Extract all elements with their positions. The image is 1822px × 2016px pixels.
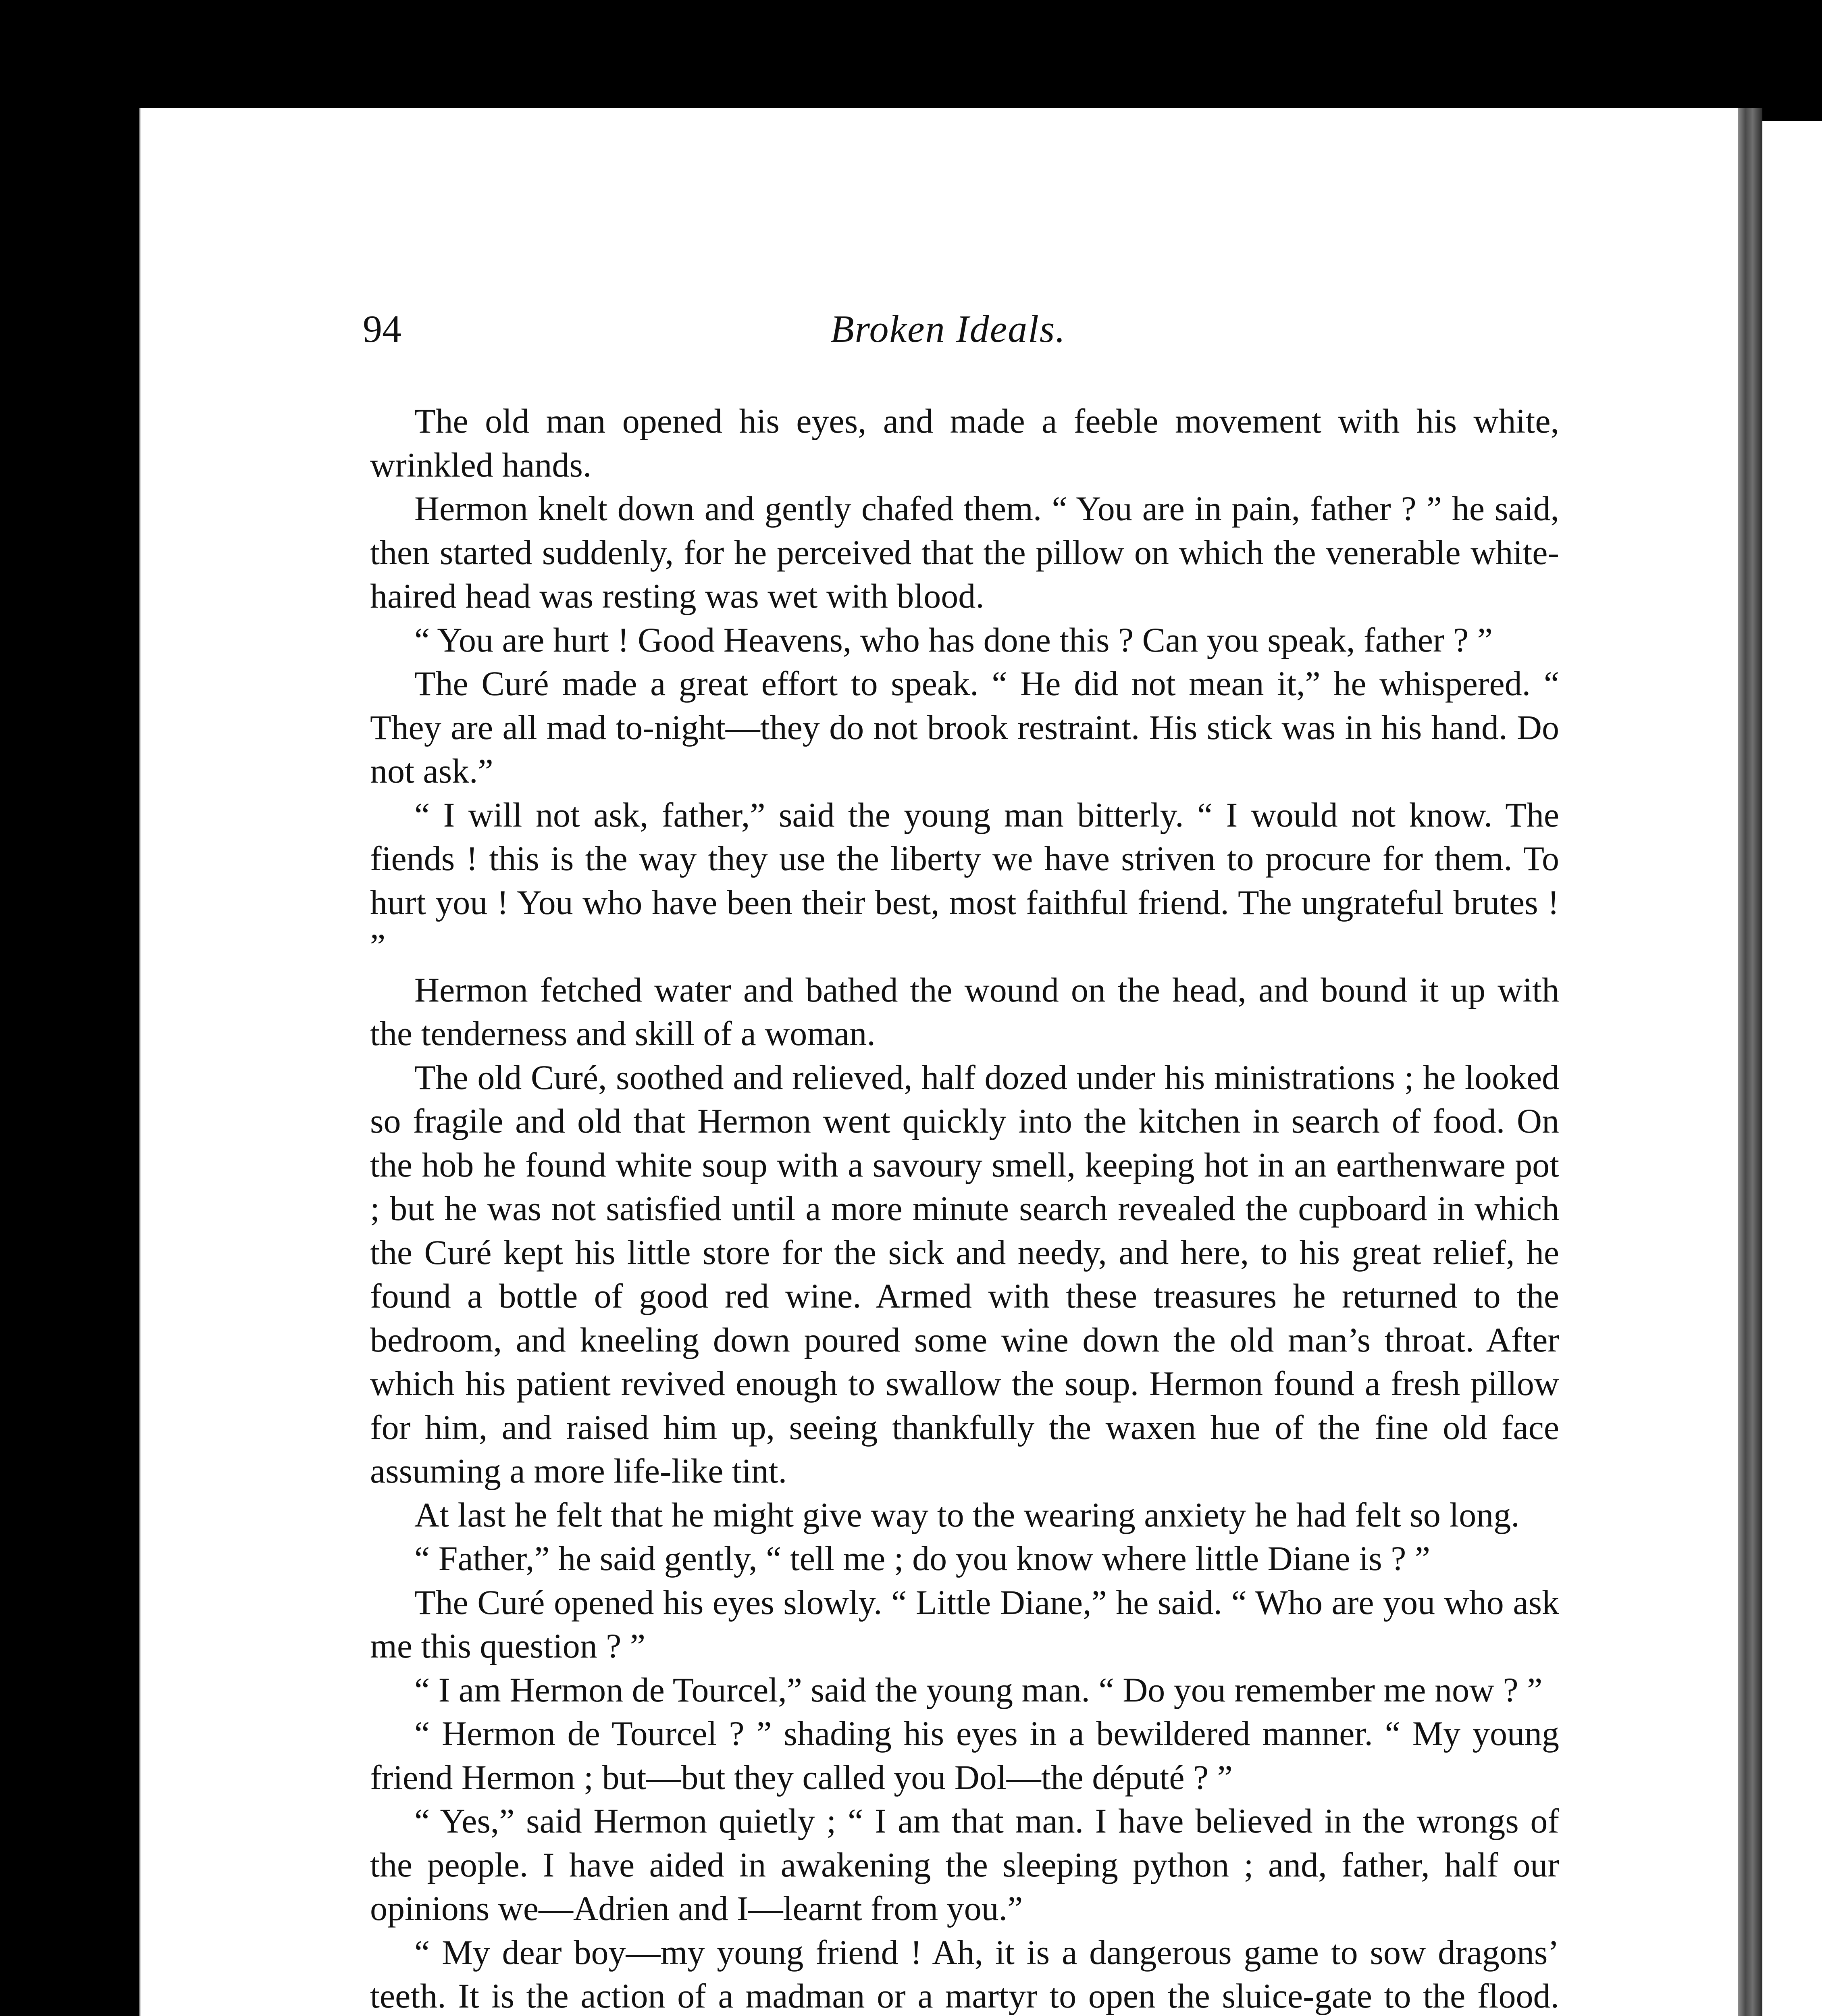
paragraph: At last he felt that he might give way to the wearing anxiety he had felt so long. — [414, 1495, 1520, 1534]
paragraph: “ Hermon de Tourcel ? ” shading his eyes in a bewildered manner. “ My young friend Hermon ; but—but they called you Dol—the député ? ” — [370, 1714, 1559, 1797]
paragraph: The Curé opened his eyes slowly. “ Little Diane,” he said. “ Who are you who ask me this question ? ” — [370, 1583, 1559, 1665]
paragraph: “ Yes,” said Hermon quietly ; “ I am that man. I have believed in the wrongs of the people. I have aided in awakening the sleeping python ; and, father, half our opinions we—Adrien and I—learnt from you.” — [370, 1801, 1559, 1928]
running-title: Broken Ideals. — [830, 307, 1066, 350]
paragraph: Hermon knelt down and gently chafed them. “ You are in pain, father ? ” he said, then started suddenly, for he perceived that the pillow on which the venerable white-haired head was resting was wet with blood. — [370, 489, 1559, 615]
book-spine-shadow — [1738, 108, 1762, 2016]
body-text — [370, 399, 1559, 2016]
adjacent-page-edge — [1762, 121, 1822, 2016]
paragraph: “ I am Hermon de Tourcel,” said the young man. “ Do you remember me now ? ” — [414, 1670, 1543, 1709]
paragraph: Hermon fetched water and bathed the wound on the head, and bound it up with the tenderness and skill of a woman. — [370, 970, 1559, 1053]
paragraph: The Curé made a great effort to speak. “ He did not mean it,” he whispered. “ They are all mad to-night—they do not brook restraint. His stick was in his hand. Do not ask.” — [370, 664, 1559, 790]
page-number: 94 — [363, 307, 401, 350]
paragraph: “ My dear boy—my young friend ! Ah, it is a dangerous game to sow dragons’ teeth. It is the action of a madman or a martyr to open the sluice-gate to the flood. — [370, 1933, 1559, 2015]
paragraph: The old Curé, soothed and relieved, half dozed under his ministrations ; he looked so fragile and old that Hermon went quickly into the kitchen in search of food. On the hob he found white soup with a savoury smell, keeping hot in an earthenware pot ; but he was not satisfied until a more minute search revealed the cupboard in which the Curé kept his little store for the sick and needy, and here, to his great relief, he found a bottle of good red wine. Armed with these treasures he returned to the bedroom, and kneeling down poured some wine down the old man’s throat. After which his patient revived enough to swallow the soup. Hermon found a fresh pillow for him, and raised him up, seeing thankfully the waxen hue of the fine old face assuming a more life-like tint. — [370, 1058, 1559, 1490]
page-header — [363, 306, 1572, 359]
paragraph: “ You are hurt ! Good Heavens, who has done this ? Can you speak, father ? ” — [414, 620, 1493, 659]
paragraph: The old man opened his eyes, and made a feeble movement with his white, wrinkled hands. — [370, 402, 1559, 484]
paragraph: “ I will not ask, father,” said the young man bitterly. “ I would not know. The fiends ! this is the way they use the liberty we have striven to procure for them. To hurt you ! You who have been their best, most faithful friend. The ungrateful brutes ! ” — [370, 795, 1559, 965]
paragraph: “ Father,” he said gently, “ tell me ; do you know where little Diane is ? ” — [414, 1539, 1431, 1578]
